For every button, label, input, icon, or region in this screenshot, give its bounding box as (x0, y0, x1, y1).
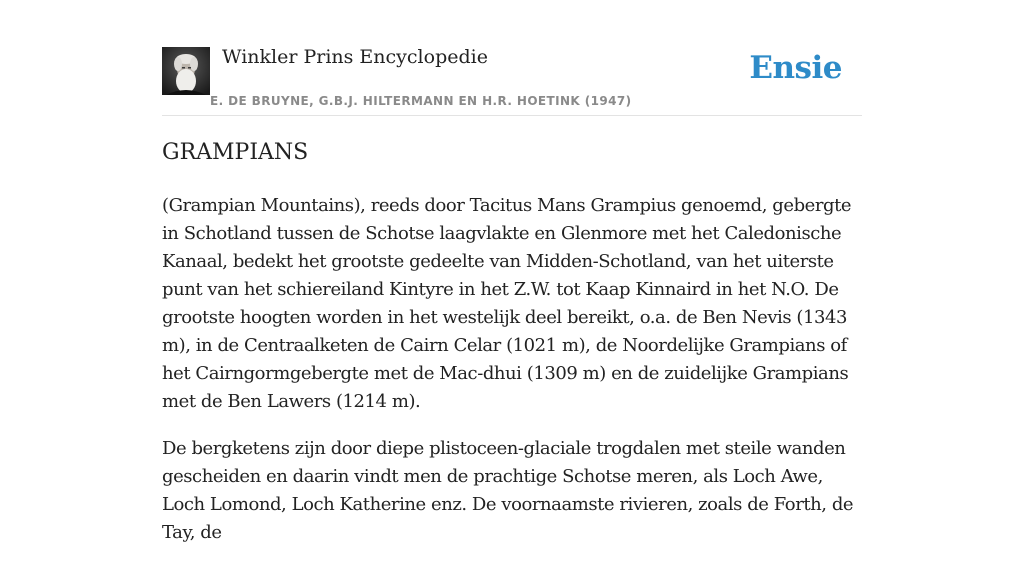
article-body (162, 192, 868, 566)
author-portrait-avatar (162, 47, 210, 95)
article-paragraph: (Grampian Mountains), reeds door Tacitus Mans Grampius genoemd, gebergte in Schotland tussen de Schotse laagvlakte en Glenmore met het Caledonische Kanaal, bedekt het grootste gedeelte van Midden-Schotland, van het uiterste punt van het schiereiland Kintyre in het Z.W. tot Kaap Kinnaird in het N.O. De grootste hoogten worden in het westelijk deel bereikt, o.a. de Ben Nevis (1343 m), in de Centraalketen de Cairn Celar (1021 m), de Noordelijke Grampians of het Cairngormgebergte met de Mac-dhui (1309 m) en de zuidelijke Grampians met de Ben Lawers (1214 m). (162, 195, 852, 412)
article-headword: GRAMPIANS (162, 140, 309, 165)
portrait-image (162, 47, 210, 95)
article-paragraph: De bergketens zijn door diepe plistoceen-glaciale trogdalen met steile wanden gescheiden en daarin vindt men de prachtige Schotse meren, als Loch Awe, Loch Lomond, Loch Katherine enz. De voornaamste rivieren, zoals de Forth, de Tay, de (162, 438, 854, 543)
source-title: Winkler Prins Encyclopedie (222, 46, 488, 68)
ensie-logo-link[interactable]: Ensie (749, 50, 842, 86)
source-header (162, 40, 862, 116)
source-authors: E. DE BRUYNE, G.B.J. HILTERMANN EN H.R. HOETINK (1947) (210, 94, 632, 108)
